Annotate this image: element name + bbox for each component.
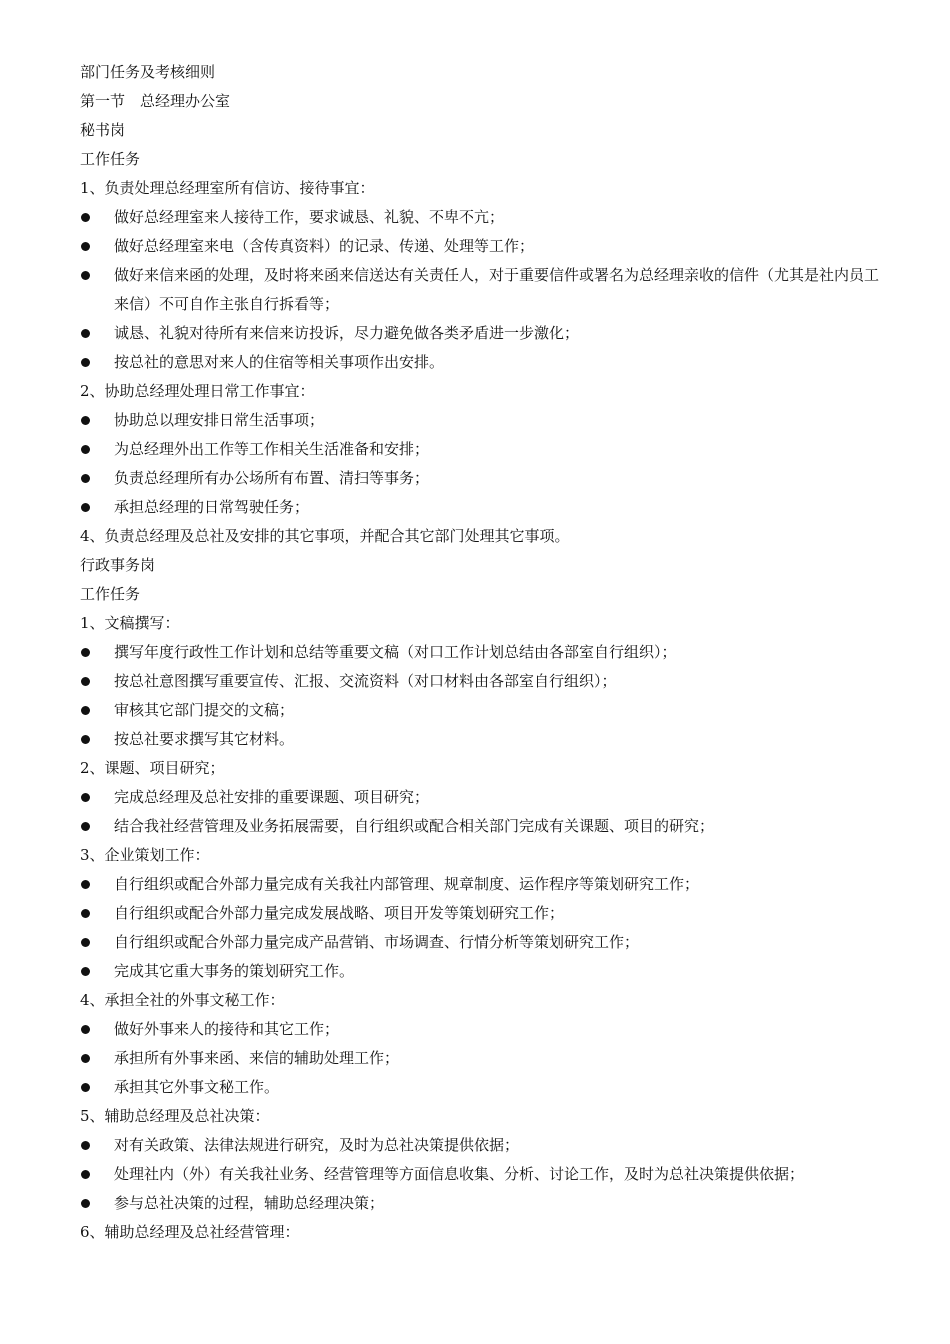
bullet-icon bbox=[81, 271, 90, 280]
group-heading: 2、协助总经理处理日常工作事宜： bbox=[80, 382, 315, 400]
bullet-item: 参与总社决策的过程，辅助总经理决策； bbox=[80, 1189, 880, 1218]
bullet-icon bbox=[81, 445, 90, 454]
bullet-item: 完成总经理及总社安排的重要课题、项目研究； bbox=[80, 783, 880, 812]
bullet-item: 承担所有外事来函、来信的辅助处理工作； bbox=[80, 1044, 880, 1073]
group-heading: 2、课题、项目研究； bbox=[80, 759, 225, 777]
bullet-icon bbox=[81, 1141, 90, 1150]
bullet-item: 自行组织或配合外部力量完成发展战略、项目开发等策划研究工作； bbox=[80, 899, 880, 928]
group-heading: 3、企业策划工作： bbox=[80, 846, 210, 864]
bullet-item: 诚恳、礼貌对待所有来信来访投诉，尽力避免做各类矛盾进一步激化； bbox=[80, 319, 880, 348]
bullet-item: 承担总经理的日常驾驶任务； bbox=[80, 493, 880, 522]
document-page bbox=[80, 58, 880, 1247]
bullet-icon bbox=[81, 1054, 90, 1063]
bullet-icon bbox=[81, 967, 90, 976]
bullet-item: 撰写年度行政性工作计划和总结等重要文稿（对口工作计划总结由各部室自行组织）； bbox=[80, 638, 880, 667]
group-heading: 4、承担全社的外事文秘工作： bbox=[80, 991, 285, 1009]
bullet-item: 结合我社经营管理及业务拓展需要，自行组织或配合相关部门完成有关课题、项目的研究； bbox=[80, 812, 880, 841]
bullet-item: 审核其它部门提交的文稿； bbox=[80, 696, 880, 725]
bullet-item: 为总经理外出工作等工作相关生活准备和安排； bbox=[80, 435, 880, 464]
group-heading: 1、负责处理总经理室所有信访、接待事宜： bbox=[80, 179, 375, 197]
bullet-item: 按总社的意思对来人的住宿等相关事项作出安排。 bbox=[80, 348, 880, 377]
group-heading: 1、文稿撰写： bbox=[80, 614, 180, 632]
group-heading: 4、负责总经理及总社及安排的其它事项，并配合其它部门处理其它事项。 bbox=[80, 527, 570, 545]
bullet-item: 按总社意图撰写重要宣传、汇报、交流资料（对口材料由各部室自行组织）； bbox=[80, 667, 880, 696]
tasks-label: 工作任务 bbox=[80, 150, 141, 168]
bullet-icon bbox=[81, 677, 90, 686]
post-title: 行政事务岗 bbox=[80, 556, 156, 574]
bullet-icon bbox=[81, 503, 90, 512]
bullet-item: 对有关政策、法律法规进行研究，及时为总社决策提供依据； bbox=[80, 1131, 880, 1160]
bullet-icon bbox=[81, 1170, 90, 1179]
bullet-item: 做好来信来函的处理，及时将来函来信送达有关责任人，对于重要信件或署名为总经理亲收的信件（尤其是社内员工来信）不可自作主张自行拆看等； bbox=[80, 261, 880, 319]
bullet-icon bbox=[81, 329, 90, 338]
bullet-item: 协助总以理安排日常生活事项； bbox=[80, 406, 880, 435]
bullet-icon bbox=[81, 706, 90, 715]
bullet-item: 自行组织或配合外部力量完成有关我社内部管理、规章制度、运作程序等策划研究工作； bbox=[80, 870, 880, 899]
bullet-icon bbox=[81, 735, 90, 744]
group-heading: 6、辅助总经理及总社经营管理： bbox=[80, 1223, 300, 1241]
bullet-item: 做好总经理室来电（含传真资料）的记录、传递、处理等工作； bbox=[80, 232, 880, 261]
tasks-label: 工作任务 bbox=[80, 585, 141, 603]
bullet-item: 承担其它外事文秘工作。 bbox=[80, 1073, 880, 1102]
bullet-icon bbox=[81, 822, 90, 831]
bullet-item: 完成其它重大事务的策划研究工作。 bbox=[80, 957, 880, 986]
bullet-icon bbox=[81, 909, 90, 918]
post-title: 秘书岗 bbox=[80, 121, 126, 139]
bullet-icon bbox=[81, 793, 90, 802]
bullet-icon bbox=[81, 1199, 90, 1208]
bullet-icon bbox=[81, 648, 90, 657]
bullet-icon bbox=[81, 416, 90, 425]
bullet-item: 做好外事来人的接待和其它工作； bbox=[80, 1015, 880, 1044]
bullet-item: 做好总经理室来人接待工作，要求诚恳、礼貌、不卑不亢； bbox=[80, 203, 880, 232]
bullet-icon bbox=[81, 213, 90, 222]
bullet-icon bbox=[81, 938, 90, 947]
bullet-icon bbox=[81, 242, 90, 251]
bullet-icon bbox=[81, 1025, 90, 1034]
document-title: 部门任务及考核细则 bbox=[80, 63, 216, 81]
group-heading: 5、辅助总经理及总社决策： bbox=[80, 1107, 270, 1125]
bullet-item: 自行组织或配合外部力量完成产品营销、市场调查、行情分析等策划研究工作； bbox=[80, 928, 880, 957]
bullet-icon bbox=[81, 880, 90, 889]
bullet-item: 处理社内（外）有关我社业务、经营管理等方面信息收集、分析、讨论工作，及时为总社决策提供依据； bbox=[80, 1160, 880, 1189]
section-title: 第一节 总经理办公室 bbox=[80, 92, 231, 110]
bullet-icon bbox=[81, 474, 90, 483]
bullet-item: 负责总经理所有办公场所有布置、清扫等事务； bbox=[80, 464, 880, 493]
bullet-icon bbox=[81, 358, 90, 367]
bullet-icon bbox=[81, 1083, 90, 1092]
bullet-item: 按总社要求撰写其它材料。 bbox=[80, 725, 880, 754]
